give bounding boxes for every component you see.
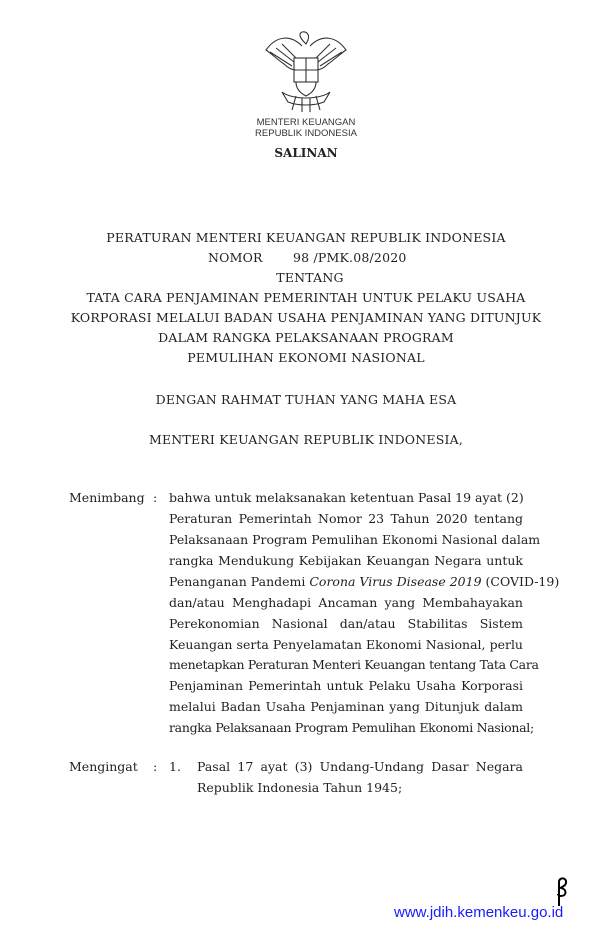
menimbang-label: Menimbang [69,490,145,505]
salinan-stamp: SALINAN [274,146,338,160]
subject-line: TATA CARA PENJAMINAN PEMERINTAH UNTUK PELAKU USAHA [86,290,526,305]
menimbang-line: Perekonomian Nasional dan/atau Stabilitas Sistem [169,616,523,631]
italic-term: Corona Virus Disease 2019 [309,574,482,589]
institution-line2: REPUBLIK INDONESIA [255,128,357,139]
subject-line: KORPORASI MELALUI BADAN USAHA PENJAMINAN YANG DITUNJUK [70,310,542,325]
institution-line1: MENTERI KEUANGAN [256,117,356,128]
menimbang-line: bahwa untuk melaksanakan ketentuan Pasal 19 ayat (2) [169,490,524,505]
mengingat-line: Pasal 17 ayat (3) Undang-Undang Dasar Negara [197,759,523,774]
mengingat-label: Mengingat [69,759,138,774]
subject-line: DALAM RANGKA PELAKSANAAN PROGRAM [158,330,454,345]
garuda-emblem-icon [262,30,350,119]
menimbang-line: menetapkan Peraturan Menteri Keuangan tentang Tata Cara [169,657,539,672]
menimbang-line: Peraturan Pemerintah Nomor 23 Tahun 2020 tentang [169,511,523,526]
mengingat-line: Republik Indonesia Tahun 1945; [197,780,403,795]
menimbang-line: rangka Pelaksanaan Program Pemulihan Ekonomi Nasional; [169,720,534,735]
menimbang-line [169,574,560,589]
regulation-title: PERATURAN MENTERI KEUANGAN REPUBLIK INDONESIA [106,230,506,245]
menimbang-line: Penjaminan Pemerintah untuk Pelaku Usaha Korporasi [169,678,523,693]
menimbang-line: Keuangan serta Penyelamatan Ekonomi Nasional, perlu [169,637,523,652]
menimbang-colon: : [153,490,158,505]
jdih-url-link[interactable]: www.jdih.kemenkeu.go.id [394,904,564,921]
menimbang-text: (COVID-19) [481,574,560,589]
tentang: TENTANG [276,270,344,285]
menimbang-line: dan/atau Menghadapi Ancaman yang Membahayakan [169,595,523,610]
nomor-value: 98 /PMK.08/2020 [293,250,407,265]
menimbang-line: melalui Badan Usaha Penjaminan yang Ditunjuk dalam [169,699,523,714]
subject-line: PEMULIHAN EKONOMI NASIONAL [187,350,425,365]
mengingat-number: 1. [169,759,181,774]
menimbang-line: rangka Mendukung Kebijakan Keuangan Negara untuk [169,553,523,568]
mengingat-colon: : [153,759,158,774]
invocation: DENGAN RAHMAT TUHAN YANG MAHA ESA [155,392,457,407]
menimbang-line: Pelaksanaan Program Pemulihan Ekonomi Nasional dalam [169,532,541,547]
menimbang-text: Penanganan Pandemi [169,574,310,589]
authority: MENTERI KEUANGAN REPUBLIK INDONESIA, [148,432,464,447]
nomor-label: NOMOR [208,250,263,265]
